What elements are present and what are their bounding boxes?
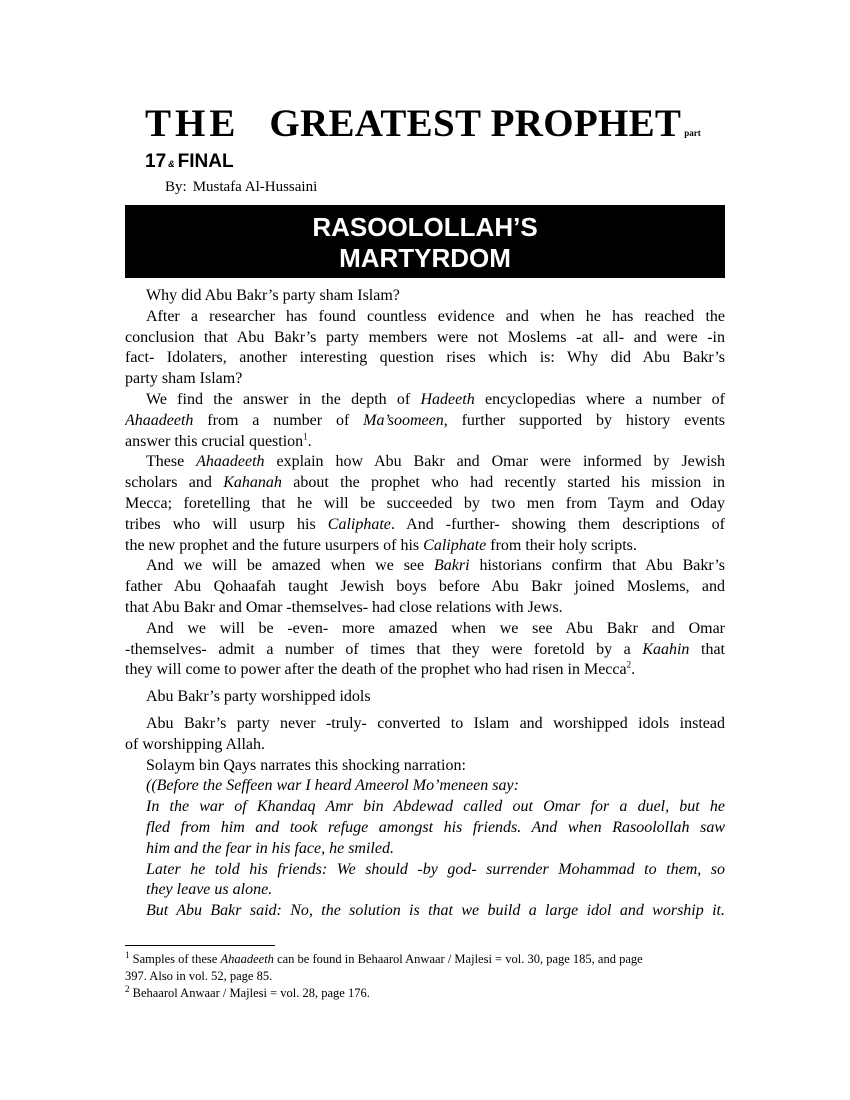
text-line: We find the answer in the depth of Hadeeth encyclopedias where a number of [146, 390, 725, 408]
text-line: they will come to power after the death of the prophet who had risen in Mecca$^2$. [125, 660, 636, 679]
quote-line: they leave us alone. [146, 881, 273, 899]
text-line: of worshipping Allah. [125, 735, 265, 753]
footnote-1-cont: 397. Also in vol. 52, page 85. [125, 969, 273, 983]
text-line: -themselves- admit a number of times that they were foretold by a Kaahin that [125, 640, 725, 658]
paragraph-2 [125, 390, 725, 452]
title-main: GREATEST PROPHET [269, 102, 682, 145]
paragraph-4 [125, 556, 725, 618]
ampersand: & [168, 159, 175, 169]
quote-line: fled from him and took refuge amongst his friends. And when Rasoolollah saw [146, 818, 725, 836]
text-line: And we will be -even- more amazed when we see Abu Bakr and Omar [146, 619, 725, 637]
section-banner [125, 205, 725, 278]
text-line: Mecca; foretelling that he will be succeeded by two men from Taym and Oday [125, 494, 725, 512]
text-line: After a researcher has found countless evidence and when he has reached the [146, 307, 725, 325]
quote-line: But Abu Bakr said: No, the solution is that we build a large idol and worship it. [146, 902, 725, 920]
narration-intro: Solaym bin Qays narrates this shocking narration: [146, 756, 466, 774]
footnote-ref-2: 2 [626, 660, 632, 671]
text-line: tribes who will usurp his Caliphate. And -further- showing them descriptions of [125, 515, 725, 533]
question-heading-2: Abu Bakr’s party worshipped idols [146, 688, 371, 706]
quote-line: ((Before the Seffeen war I heard Ameerol Mo’meneen say: [146, 777, 519, 795]
title-word-the: THE [145, 102, 240, 145]
question-heading-1: Why did Abu Bakr’s party sham Islam? [146, 287, 400, 304]
paragraph-5 [125, 619, 725, 681]
author-byline [165, 178, 317, 196]
banner-line-1: RASOOLOLLAH’S [312, 212, 538, 242]
part-subtitle [145, 151, 234, 175]
text-line: conclusion that Abu Bakr’s party members were not Moslems -at all- and were -in [125, 328, 725, 346]
part-label: part [684, 128, 701, 138]
paragraph-1 [125, 307, 725, 390]
text-line: Ahaadeeth from a number of Ma’soomeen, further supported by history events [125, 411, 725, 429]
part-number: 17 [145, 151, 167, 172]
paragraph-3 [125, 452, 725, 556]
text-line: party sham Islam? [125, 370, 243, 388]
paragraph-6 [125, 714, 725, 756]
text-line: that Abu Bakr and Omar -themselves- had close relations with Jews. [125, 598, 563, 616]
text-line: the new prophet and the future usurpers of his Caliphate from their holy scripts. [125, 536, 637, 554]
text-line: Abu Bakr’s party never -truly- converted to Islam and worshipped idols instead [146, 714, 725, 732]
quote-line: him and the fear in his face, he smiled. [146, 839, 394, 857]
banner-line-2: MARTYRDOM [339, 243, 511, 273]
author-name: Mustafa Al-Hussaini [192, 179, 318, 195]
footnote-ref-1: 1 [303, 431, 308, 442]
article-body [125, 286, 725, 922]
text-line: These Ahaadeeth explain how Abu Bakr and Omar were informed by Jewish [146, 453, 725, 471]
footnote-2: $^2$ Behaarol Anwaar / Majlesi = vol. 28, page 176. [125, 983, 370, 1000]
text-line: father Abu Qohaafah taught Jewish boys before Abu Bakr joined Moslems, and [125, 578, 725, 596]
text-line: answer this crucial question$^1$. [125, 431, 312, 450]
quote-line: In the war of Khandaq Amr bin Abdewad called out Omar for a duel, but he [146, 798, 725, 816]
footnote-1: $^1$ Samples of these Ahaadeeth can be found in Behaarol Anwaar / Majlesi = vol. 30, page 185, and page [125, 949, 643, 966]
document-title [145, 102, 701, 155]
text-line: And we will be amazed when we see Bakri historians confirm that Abu Bakr’s [146, 557, 725, 575]
narration-quote [125, 776, 725, 922]
quote-line: Later he told his friends: We should -by god- surrender Mohammad to them, so [146, 860, 725, 878]
text-line: fact- Idolaters, another interesting question rises which is: Why did Abu Bakr’s [125, 349, 725, 367]
text-line: scholars and Kahanah about the prophet who had recently started his mission in [125, 474, 725, 492]
footnote-separator [125, 945, 275, 946]
footnotes [125, 951, 725, 1002]
final-label: FINAL [177, 151, 234, 172]
by-label: By: [165, 179, 187, 195]
